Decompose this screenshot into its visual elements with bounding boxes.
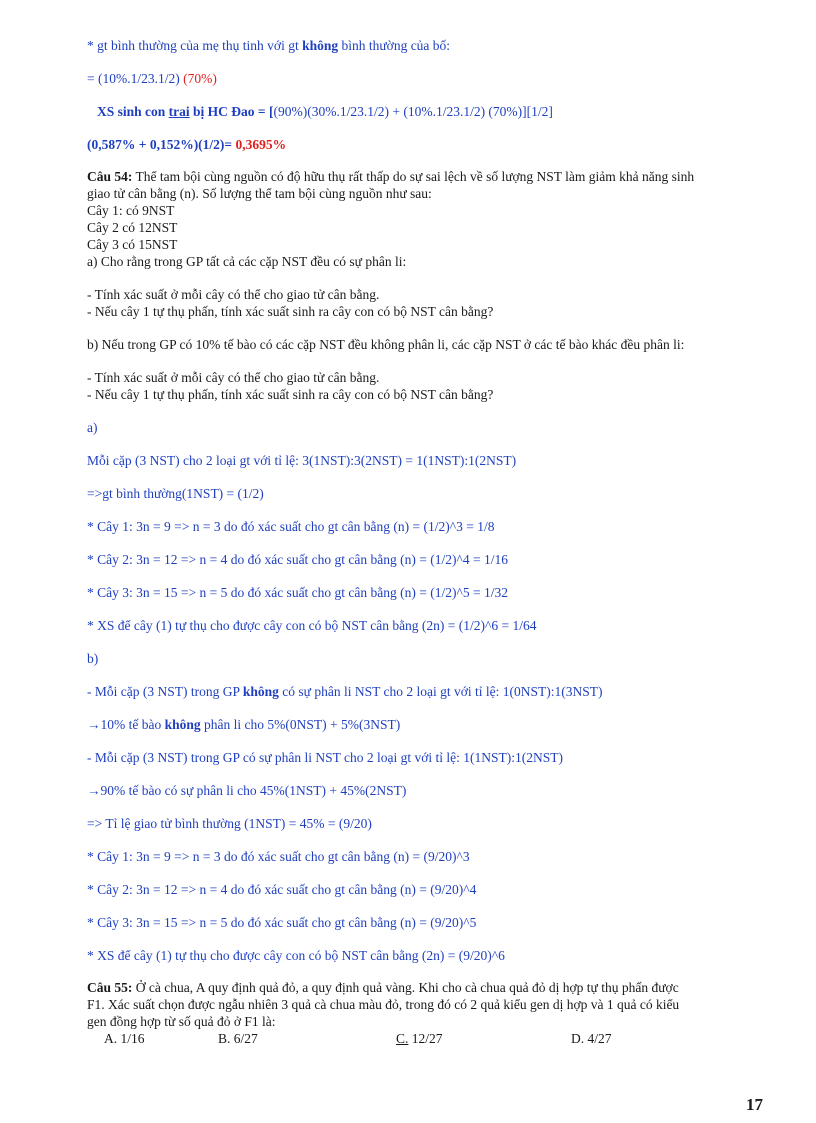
answer-a-label: a) (87, 420, 98, 435)
answer-b-self-pollination: * XS để cây (1) tự thụ cho được cây con có bộ NST cân bằng (2n) = (9/20)^6 (87, 948, 505, 963)
answer-a-self-pollination: * XS để cây (1) tự thụ cho được cây con có bộ NST cân bằng (2n) = (1/2)^6 = 1/64 (87, 618, 537, 633)
answer-b-step-1: - Mỗi cặp (3 NST) trong GP không có sự phân li NST cho 2 loại gt với tỉ lệ: 1(0NST):1(3NST) (87, 684, 603, 699)
answer-a-plant-2: * Cây 2: 3n = 12 => n = 4 do đó xác suất cho gt cân bằng (n) = (1/2)^4 = 1/16 (87, 552, 508, 567)
line-normal-egg: * gt bình thường của mẹ thụ tinh với gt không bình thường của bố: (87, 38, 451, 53)
option-a: A. 1/16 (104, 1031, 145, 1046)
line-down-syndrome-son: XS sinh con trai bị HC Đao = [(90%)(30%.1/23.1/2) + (10%.1/23.1/2) (70%)][1/2] (97, 104, 553, 119)
part-b-question-2: - Nếu cây 1 tự thụ phấn, tính xác suất sinh ra cây con có bộ NST cân bằng? (87, 387, 494, 402)
option-b: B. 6/27 (218, 1031, 258, 1046)
part-a-question-2: - Nếu cây 1 tự thụ phấn, tính xác suất sinh ra cây con có bộ NST cân bằng? (87, 304, 494, 319)
answer-b-label: b) (87, 651, 99, 666)
plant-3: Cây 3 có 15NST (87, 237, 178, 252)
line-result: (0,587% + 0,152%)(1/2)= 0,3695% (87, 137, 287, 152)
answer-a-step-2: =>gt bình thường(1NST) = (1/2) (87, 486, 264, 501)
answer-a-plant-1: * Cây 1: 3n = 9 => n = 3 do đó xác suất cho gt cân bằng (n) = (1/2)^3 = 1/8 (87, 519, 495, 534)
plant-1: Cây 1: có 9NST (87, 203, 175, 218)
part-a-heading: a) Cho rằng trong GP tất cả các cặp NST đều có sự phân li: (87, 254, 407, 269)
answer-b-step-2: →10% tế bào không phân li cho 5%(0NST) + 5%(3NST) (87, 717, 401, 732)
option-c: C. 12/27 (396, 1031, 443, 1046)
question-55-text: Câu 55: Ở cà chua, A quy định quả đỏ, a quy định quả vàng. Khi cho cà chua quả đỏ dị hợp tự thụ phấn được (87, 980, 679, 995)
plant-2: Cây 2 có 12NST (87, 220, 178, 235)
answer-b-step-3: - Mỗi cặp (3 NST) trong GP có sự phân li NST cho 2 loại gt với tỉ lệ: 1(1NST):1(2NST) (87, 750, 564, 765)
answer-b-step-5: => Tỉ lệ giao tử bình thường (1NST) = 45% = (9/20) (87, 816, 372, 831)
part-b-question-1: - Tính xác suất ở mỗi cây có thể cho giao tử cân bằng. (87, 370, 380, 385)
question-55-text-cont: F1. Xác suất chọn được ngẫu nhiên 3 quả cà chua màu đỏ, trong đó có 2 quả kiểu gen dị hợp và 1 quả có kiểu (87, 997, 680, 1012)
answer-a-plant-3: * Cây 3: 3n = 15 => n = 5 do đó xác suất cho gt cân bằng (n) = (1/2)^5 = 1/32 (87, 585, 508, 600)
answer-b-plant-2: * Cây 2: 3n = 12 => n = 4 do đó xác suất cho gt cân bằng (n) = (9/20)^4 (87, 882, 477, 897)
answer-a-step-1: Mỗi cặp (3 NST) cho 2 loại gt với tỉ lệ: 3(1NST):3(2NST) = 1(1NST):1(2NST) (87, 453, 517, 468)
answer-b-step-4: →90% tế bào có sự phân li cho 45%(1NST) + 45%(2NST) (87, 783, 407, 798)
question-54-intro: Câu 54: Thể tam bội cùng nguồn có độ hữu thụ rất thấp do sự sai lệch về số lượng NST làm giảm khả năng sinh (87, 169, 695, 184)
page-number: 17 (746, 1095, 763, 1114)
question-55-text-end: gen đồng hợp từ số quả đỏ ở F1 là: (87, 1014, 276, 1029)
question-54-intro-cont: giao tử cân bằng (n). Số lượng thể tam bội cùng nguồn như sau: (87, 186, 432, 201)
answer-b-plant-1: * Cây 1: 3n = 9 => n = 3 do đó xác suất cho gt cân bằng (n) = (9/20)^3 (87, 849, 470, 864)
option-d: D. 4/27 (571, 1031, 612, 1046)
answer-b-plant-3: * Cây 3: 3n = 15 => n = 5 do đó xác suất cho gt cân bằng (n) = (9/20)^5 (87, 915, 477, 930)
part-a-question-1: - Tính xác suất ở mỗi cây có thể cho giao tử cân bằng. (87, 287, 380, 302)
part-b-heading: b) Nếu trong GP có 10% tế bào có các cặp NST đều không phân li, các cặp NST ở các tế bào khác đều phân li: (87, 337, 685, 352)
line-probability-1: = (10%.1/23.1/2) (70%) (87, 71, 217, 86)
